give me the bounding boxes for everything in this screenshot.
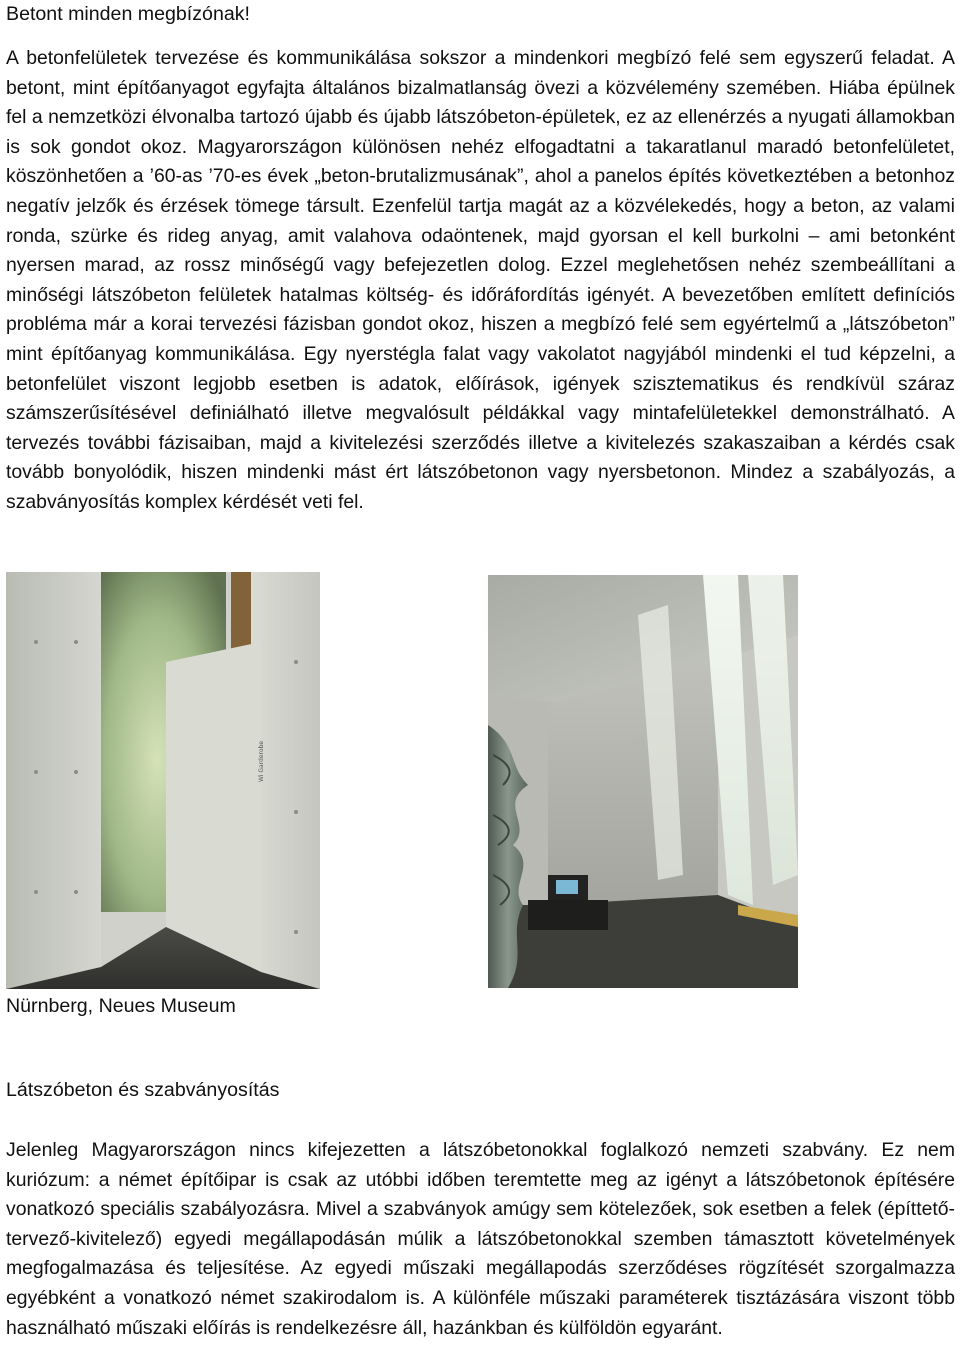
museum-photo-right: [488, 575, 798, 988]
photo-caption: Nürnberg, Neues Museum: [6, 995, 236, 1017]
body-paragraph-2: Jelenleg Magyarországon nincs kifejezetten a látszóbetonokkal foglalkozó nemzeti szabvány. Ez nem kuriózum: a német építőipar is csak az utóbbi időben teremtette meg az igényt a látszóbetonok építésére vonatkozó speciális szabályozásra. Mivel a szabványok amúgy sem kötelezőek, sok esetben a felek (építtető-tervező-kivitelező) egyedi megállapodásán múlik a látszóbetonokkal szemben támasztott követelmények megfogalmazása és teljesítése. Az egyedi műszaki megállapodás szerződéses rögzítését szorgalmazza egyébként a vonatkozó német szakirodalom is. A különféle műszaki paraméterek tisztázására viszont több használható műszaki előírás is rendelkezésre áll, hazánkban és külföldön egyaránt.: [6, 1139, 955, 1339]
section-subheading: Látszóbeton és szabványosítás: [6, 1079, 280, 1101]
body-paragraph-1: A betonfelületek tervezése és kommunikálása sokszor a mindenkori megbízó felé sem egyszerű feladat. A betont, mint építőanyagot egyfajta általános bizalmatlanság övezi a közvélemény szemében. Hiába épülnek fel a nemzetközi élvonalba tartozó újabb és újabb látszóbeton-épületek, ez az ellenérzés a nyugati államokban is sok gondot okoz. Magyarországon különösen nehéz elfogadtatni a takaratlanul maradó betonfelületet, köszönhetően a ’60-as ’70-es évek „beton-brutalizmusának”, ahol a panelos építés következtében a betonhoz negatív jelzők és érzések tömege társult. Ezenfelül tartja magát az a közvélekedés, hogy a beton, az valami ronda, szürke és rideg anyag, amit valahova odaöntenek, majd gyorsan el kell burkolni – ami betonként nyersen marad, az rossz minőségű vagy befejezetlen dolog. Ezzel meglehetősen nehéz szembeállítani a minőségi látszóbeton felületek hatalmas költség- és időráfordítás igényét. A bevezetőben említett definíciós probléma már a korai tervezési fázisban gondot okoz, hiszen a megbízó felé sem egyértelmű a „látszóbeton” mint építőanyag kommunikálása. Egy nyerstégla falat vagy vakolatot nagyjából mindenki el tud képzelni, a betonfelület viszont legjobb esetben is adatok, előírások, igények szisztematikus és rendkívül száraz számszerűsítésével definiálható illetve megvalósult példákkal vagy mintafelületekkel demonstrálható. A tervezés további fázisaiban, majd a kivitelezési szerződés illetve a kivitelezés szakaszaiban a kérdés csak tovább bonyolódik, hiszen mindenki mást ért látszóbetonon vagy nyersbetonon. Mindez a szabályozás, a szabványosítás komplex kérdését veti fel.: [6, 47, 955, 513]
page-title: Betont minden megbízónak!: [6, 3, 250, 25]
wall-sign-text: Wi Garderobe: [258, 740, 265, 782]
museum-photo-left: [6, 572, 320, 989]
museum-corridor-image: [6, 572, 320, 989]
museum-gallery-image: [488, 575, 798, 988]
